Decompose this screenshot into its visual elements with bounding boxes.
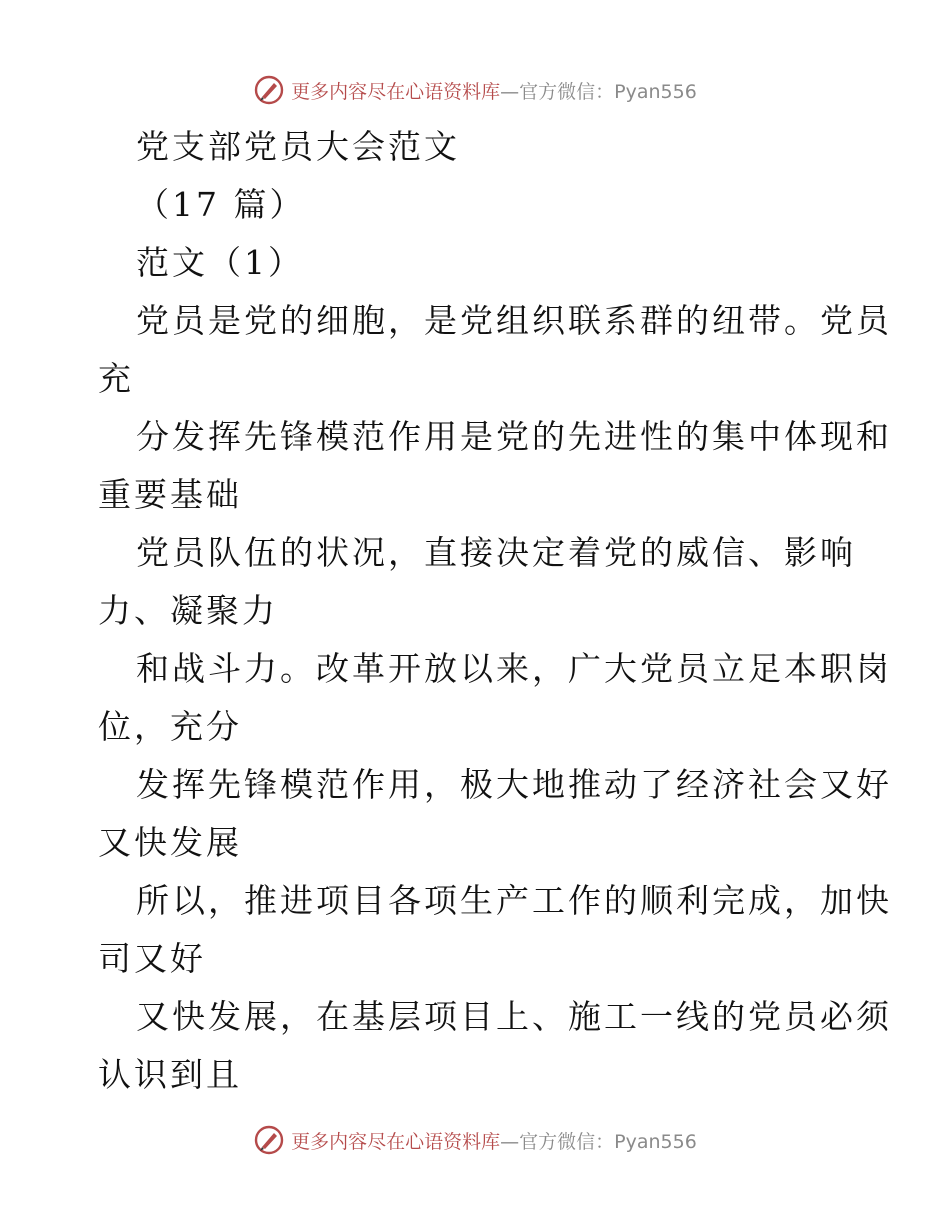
header-watermark xyxy=(0,72,950,108)
pen-logo-icon xyxy=(253,1124,285,1156)
text-line: 发挥先锋模范作用，极大地推动了经济社会又好 xyxy=(136,765,892,804)
text-line: 司又好 xyxy=(98,939,206,978)
watermark-brand: 更多内容尽在心语资料库 xyxy=(291,80,501,103)
text-line: 又快发展 xyxy=(98,823,242,862)
text-line: 又快发展，在基层项目上、施工一线的党员必须 xyxy=(136,997,892,1036)
document-body xyxy=(98,118,892,1104)
watermark-contact: —官方微信：Pyan556 xyxy=(500,1130,697,1153)
text-line: 党员队伍的状况，直接决定着党的威信、影响 xyxy=(136,533,856,572)
text-line: 所以，推进项目各项生产工作的顺利完成，加快 xyxy=(136,881,892,920)
text-line: 重要基础 xyxy=(98,475,242,514)
text-line: 分发挥先锋模范作用是党的先进性的集中体现和 xyxy=(136,417,892,456)
text-line: 党员是党的细胞，是党组织联系群的纽带。党员 xyxy=(136,301,892,340)
document-count: （17 篇） xyxy=(136,185,306,224)
footer-watermark xyxy=(0,1122,950,1158)
watermark-text xyxy=(291,1127,697,1154)
watermark-contact: —官方微信：Pyan556 xyxy=(500,80,697,103)
text-line: 力、凝聚力 xyxy=(98,591,278,630)
watermark-brand: 更多内容尽在心语资料库 xyxy=(291,1130,501,1153)
text-line: 和战斗力。改革开放以来，广大党员立足本职岗 xyxy=(136,649,892,688)
document-title: 党支部党员大会范文 xyxy=(136,127,460,166)
pen-logo-icon xyxy=(253,74,285,106)
text-line: 充 xyxy=(98,359,134,398)
text-line: 认识到且 xyxy=(98,1055,242,1094)
watermark-text xyxy=(291,77,697,104)
section-heading: 范文（1） xyxy=(136,243,304,282)
text-line: 位，充分 xyxy=(98,707,242,746)
